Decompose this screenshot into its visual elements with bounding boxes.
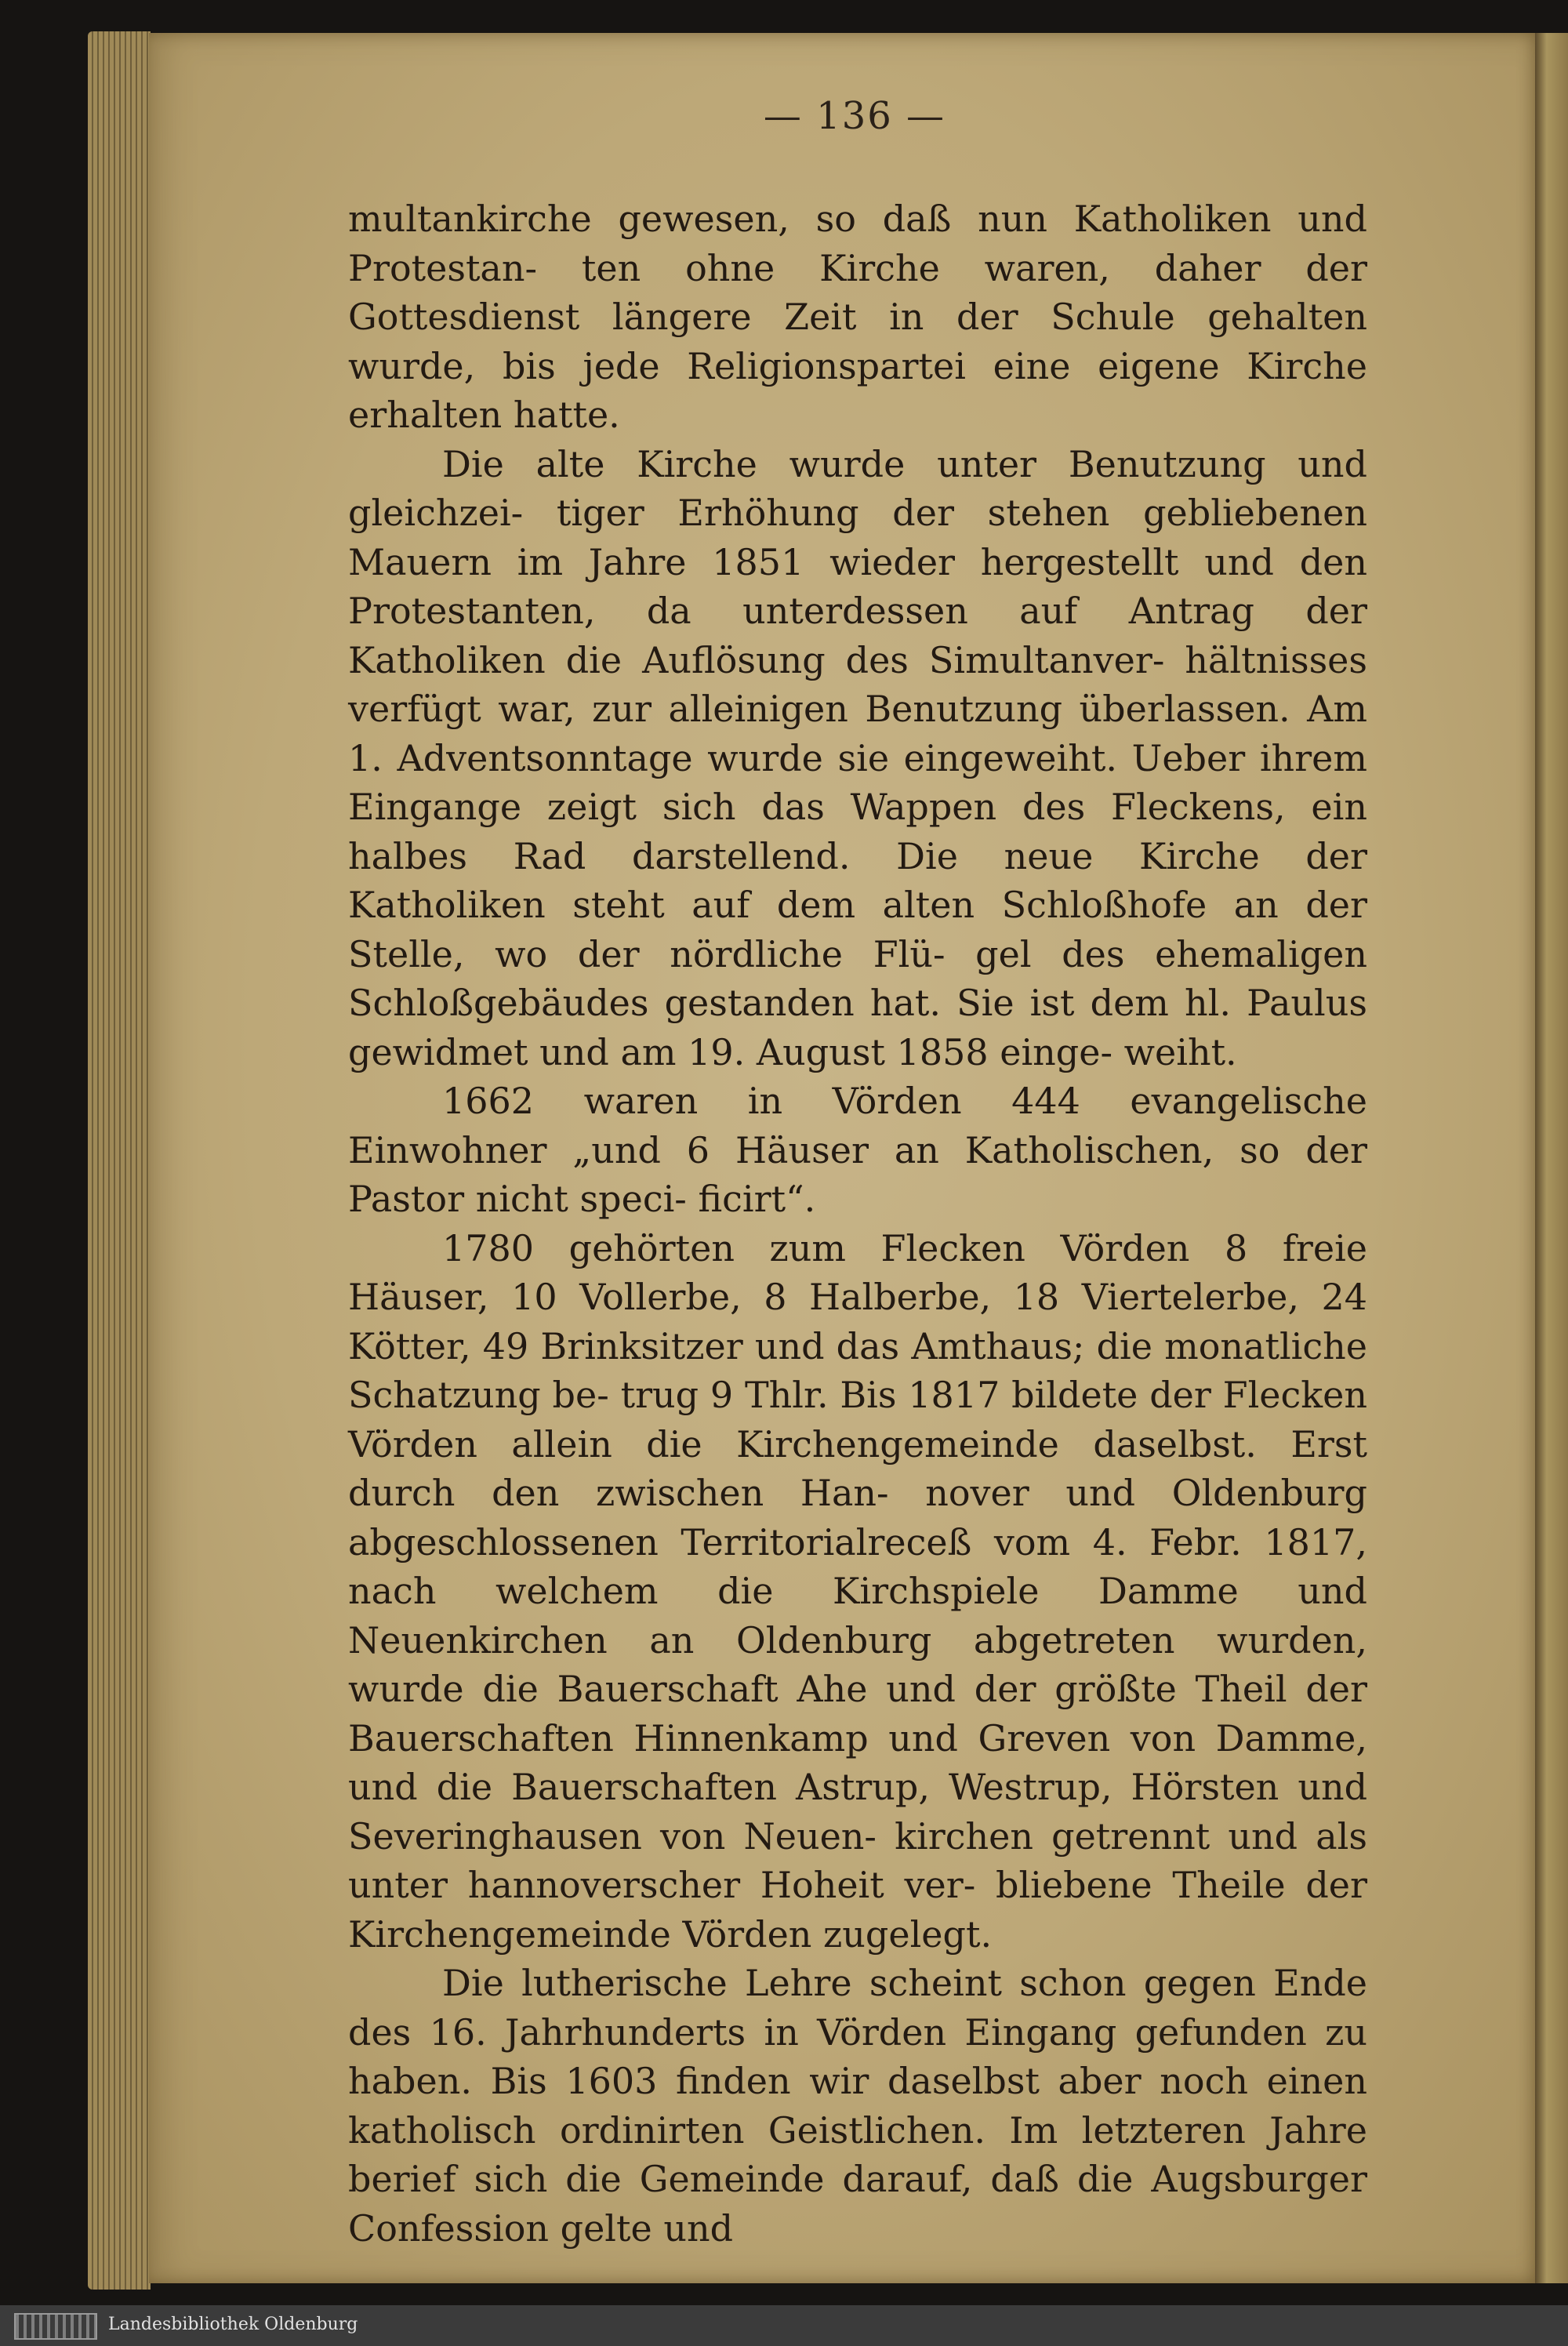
text-line: die Kirchengemeinde daselbst. Erst durch den zwischen Han- — [348, 1422, 1367, 1514]
text-line: 10 Vollerbe, 8 Halberbe, 18 Viertelerbe, 24 Kötter, 49 — [348, 1276, 1367, 1367]
library-name: Landesbibliothek Oldenburg — [108, 2315, 358, 2334]
library-logo-icon — [14, 2313, 97, 2340]
paragraph — [348, 1224, 1367, 1959]
text-line: Eingange zeigt sich das Wappen des Fleckens, ein halbes — [348, 786, 1367, 877]
text-line: „und 6 Häuser an Katholischen, so der Pastor nicht speci- — [348, 1128, 1368, 1220]
text-line: ficirt“. — [698, 1178, 816, 1220]
text-line: hältnisses verfügt war, zur alleinigen Benutzung überlassen. — [348, 638, 1368, 730]
text-line: Hinnenkamp und Greven von Damme, und die Bauerschaften — [348, 1716, 1368, 1808]
paragraph — [348, 1077, 1367, 1224]
paragraph — [348, 1959, 1367, 2253]
text-line: Brinksitzer und das Amthaus; die monatliche Schatzung be- — [348, 1324, 1367, 1416]
text-line: 16. Jahrhunderts in Vörden Eingang gefunden zu haben. — [348, 2010, 1367, 2102]
text-line: weiht. — [1123, 1030, 1237, 1073]
text-line: multankirche gewesen, so daß nun Katholiken und Protestan- — [348, 198, 1367, 289]
text-line: dem alten Schloßhofe an der Stelle, wo der nördliche Flü- — [348, 884, 1367, 975]
text-line: Bauerschaft Ahe und der größte Theil der Bauerschaften — [348, 1668, 1367, 1760]
page-number: — 136 — — [763, 94, 946, 138]
text-line: trug 9 Thlr. Bis 1817 bildete der Flecken Vörden allein — [348, 1374, 1367, 1465]
text-line: 4. Febr. 1817, nach welchem die Kirchspiele Damme und — [348, 1520, 1368, 1612]
text-line: 1662 waren in Vörden 444 evangelische Einwohner — [348, 1080, 1367, 1171]
text-line: 1851 wieder hergestellt und den Protestanten, da unterdessen — [348, 540, 1367, 632]
text-line: kirchen getrennt und als unter hannoverscher Hoheit ver- — [348, 1814, 1367, 1906]
text-line: Neuenkirchen an Oldenburg abgetreten wurden, wurde die — [348, 1618, 1367, 1710]
body-text — [348, 194, 1367, 2253]
text-line: Bis 1603 finden wir daselbst aber noch einen katholisch — [348, 2060, 1368, 2152]
footer-bar — [0, 2305, 1568, 2346]
book-gutter — [1535, 33, 1568, 2283]
text-line: ordinirten Geistlichen. Im letzteren Jahre berief sich die — [348, 2108, 1368, 2200]
text-line: 1780 gehörten zum Flecken Vörden 8 freie Häuser, — [348, 1226, 1367, 1318]
text-line: Die alte Kirche wurde unter Benutzung und gleichzei- — [348, 442, 1367, 534]
text-line: nover und Oldenburg abgeschlossenen Territorialreceß vom — [348, 1472, 1367, 1563]
page-edges — [88, 31, 151, 2290]
text-line: Astrup, Westrup, Hörsten und Severinghausen von Neuen- — [348, 1766, 1368, 1858]
text-line: gel des ehemaligen Schloßgebäudes gestanden hat. Sie ist — [348, 932, 1368, 1024]
text-line: bliebene Theile der Kirchengemeinde Vörden zugelegt. — [348, 1864, 1367, 1956]
text-line: Gemeinde darauf, daß die Augsburger Confession gelte und — [348, 2158, 1368, 2250]
text-line: in der Schule gehalten wurde, bis jede Religionspartei eine — [348, 296, 1368, 387]
text-line: ten ohne Kirche waren, daher der Gottesdienst längere Zeit — [348, 246, 1367, 338]
text-line: eigene Kirche erhalten hatte. — [348, 344, 1367, 436]
text-line: tiger Erhöhung der stehen gebliebenen Mauern im Jahre — [348, 492, 1367, 583]
text-line: Die lutherische Lehre scheint schon gegen Ende des — [348, 1962, 1367, 2054]
paragraph — [348, 194, 1367, 440]
paragraph — [348, 440, 1367, 1077]
text-line: dem hl. Paulus gewidmet und am 19. August 1858 einge- — [348, 982, 1368, 1073]
text-line: Rad darstellend. Die neue Kirche der Katholiken steht auf — [348, 834, 1367, 926]
text-line: Am 1. Adventsonntage wurde sie eingeweiht. Ueber ihrem — [348, 688, 1367, 779]
text-line: auf Antrag der Katholiken die Auflösung des Simultanver- — [348, 590, 1368, 681]
